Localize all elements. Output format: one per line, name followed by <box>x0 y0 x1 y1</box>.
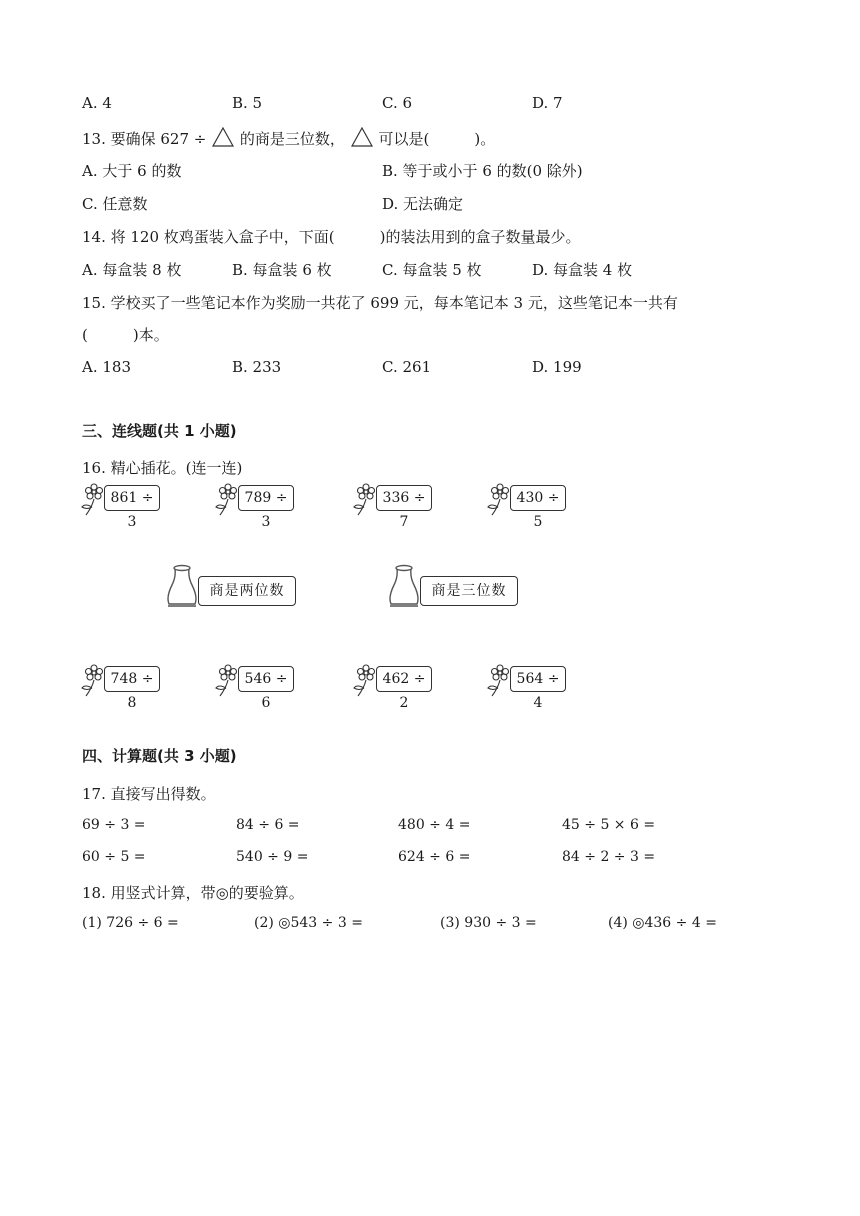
q12-option-c: C. 6 <box>382 94 413 112</box>
flower-card[interactable] <box>214 483 296 530</box>
q18-stem: 18. 用竖式计算，带◎的要验算。 <box>82 884 304 902</box>
q17-expression: 69 ÷ 3 = <box>82 817 146 833</box>
q16-stem: 16. 精心插花。(连一连) <box>82 459 243 477</box>
q18-item: (3) 930 ÷ 3 = <box>440 915 537 931</box>
triangle-icon <box>351 127 373 147</box>
q13-option-b: B. 等于或小于 6 的数(0 除外) <box>382 162 583 180</box>
q14-option-d: D. 每盒装 4 枚 <box>532 261 633 279</box>
vase-label: 商是两位数 <box>198 576 296 606</box>
flower-expression: 336 ÷ 7 <box>376 485 432 511</box>
q18-item: (2) ◎543 ÷ 3 = <box>254 915 363 931</box>
q15-option-d: D. 199 <box>532 358 582 376</box>
vase-card[interactable] <box>388 563 520 609</box>
flower-card[interactable] <box>80 664 162 711</box>
q17-stem: 17. 直接写出得数。 <box>82 785 216 803</box>
flower-card[interactable] <box>214 664 296 711</box>
flower-card[interactable] <box>486 664 568 711</box>
q15-option-c: C. 261 <box>382 358 432 376</box>
q17-expression: 60 ÷ 5 = <box>82 849 146 865</box>
flower-expression: 861 ÷ 3 <box>104 485 160 511</box>
triangle-icon <box>212 127 234 147</box>
q13-stem <box>82 127 495 149</box>
q17-expression: 540 ÷ 9 = <box>236 849 309 865</box>
flower-expression: 564 ÷ 4 <box>510 666 566 692</box>
vase-icon <box>166 563 200 609</box>
q13-option-a: A. 大于 6 的数 <box>82 162 182 180</box>
flower-expression: 430 ÷ 5 <box>510 485 566 511</box>
q15-option-b: B. 233 <box>232 358 282 376</box>
q12-option-b: B. 5 <box>232 94 263 112</box>
q14-stem: 14. 将 120 枚鸡蛋装入盒子中，下面( )的装法用到的盒子数量最少。 <box>82 228 581 246</box>
flower-card[interactable] <box>486 483 568 530</box>
section-3-heading: 三、连线题(共 1 小题) <box>82 422 237 440</box>
q18-item: (1) 726 ÷ 6 = <box>82 915 179 931</box>
q17-expression: 624 ÷ 6 = <box>398 849 471 865</box>
q18-item: (4) ◎436 ÷ 4 = <box>608 915 717 931</box>
q15-stem-line1: 15. 学校买了一些笔记本作为奖励一共花了 699 元，每本笔记本 3 元，这些笔记本一共有 <box>82 294 678 312</box>
q13-option-d: D. 无法确定 <box>382 195 464 213</box>
q15-stem-line2: ( )本。 <box>82 326 169 344</box>
flower-card[interactable] <box>352 483 434 530</box>
q12-option-d: D. 7 <box>532 94 563 112</box>
q17-expression: 84 ÷ 2 ÷ 3 = <box>562 849 656 865</box>
q13-stem-part2: 的商是三位数， <box>239 130 345 148</box>
vase-label: 商是三位数 <box>420 576 518 606</box>
flower-card[interactable] <box>352 664 434 711</box>
q17-expression: 480 ÷ 4 = <box>398 817 471 833</box>
vase-icon <box>388 563 422 609</box>
q14-option-a: A. 每盒装 8 枚 <box>82 261 182 279</box>
q13-stem-part1: 13. 要确保 627 ÷ <box>82 130 207 148</box>
q12-option-a: A. 4 <box>82 94 112 112</box>
flower-expression: 789 ÷ 3 <box>238 485 294 511</box>
section-4-heading: 四、计算题(共 3 小题) <box>82 747 237 765</box>
flower-expression: 546 ÷ 6 <box>238 666 294 692</box>
vase-card[interactable] <box>166 563 298 609</box>
q14-option-c: C. 每盒装 5 枚 <box>382 261 482 279</box>
flower-card[interactable] <box>80 483 162 530</box>
flower-expression: 748 ÷ 8 <box>104 666 160 692</box>
q15-option-a: A. 183 <box>82 358 131 376</box>
q13-stem-part3: 可以是( )。 <box>378 130 496 148</box>
q17-expression: 84 ÷ 6 = <box>236 817 300 833</box>
flower-expression: 462 ÷ 2 <box>376 666 432 692</box>
q13-option-c: C. 任意数 <box>82 195 148 213</box>
q14-option-b: B. 每盒装 6 枚 <box>232 261 332 279</box>
q17-expression: 45 ÷ 5 × 6 = <box>562 817 656 833</box>
